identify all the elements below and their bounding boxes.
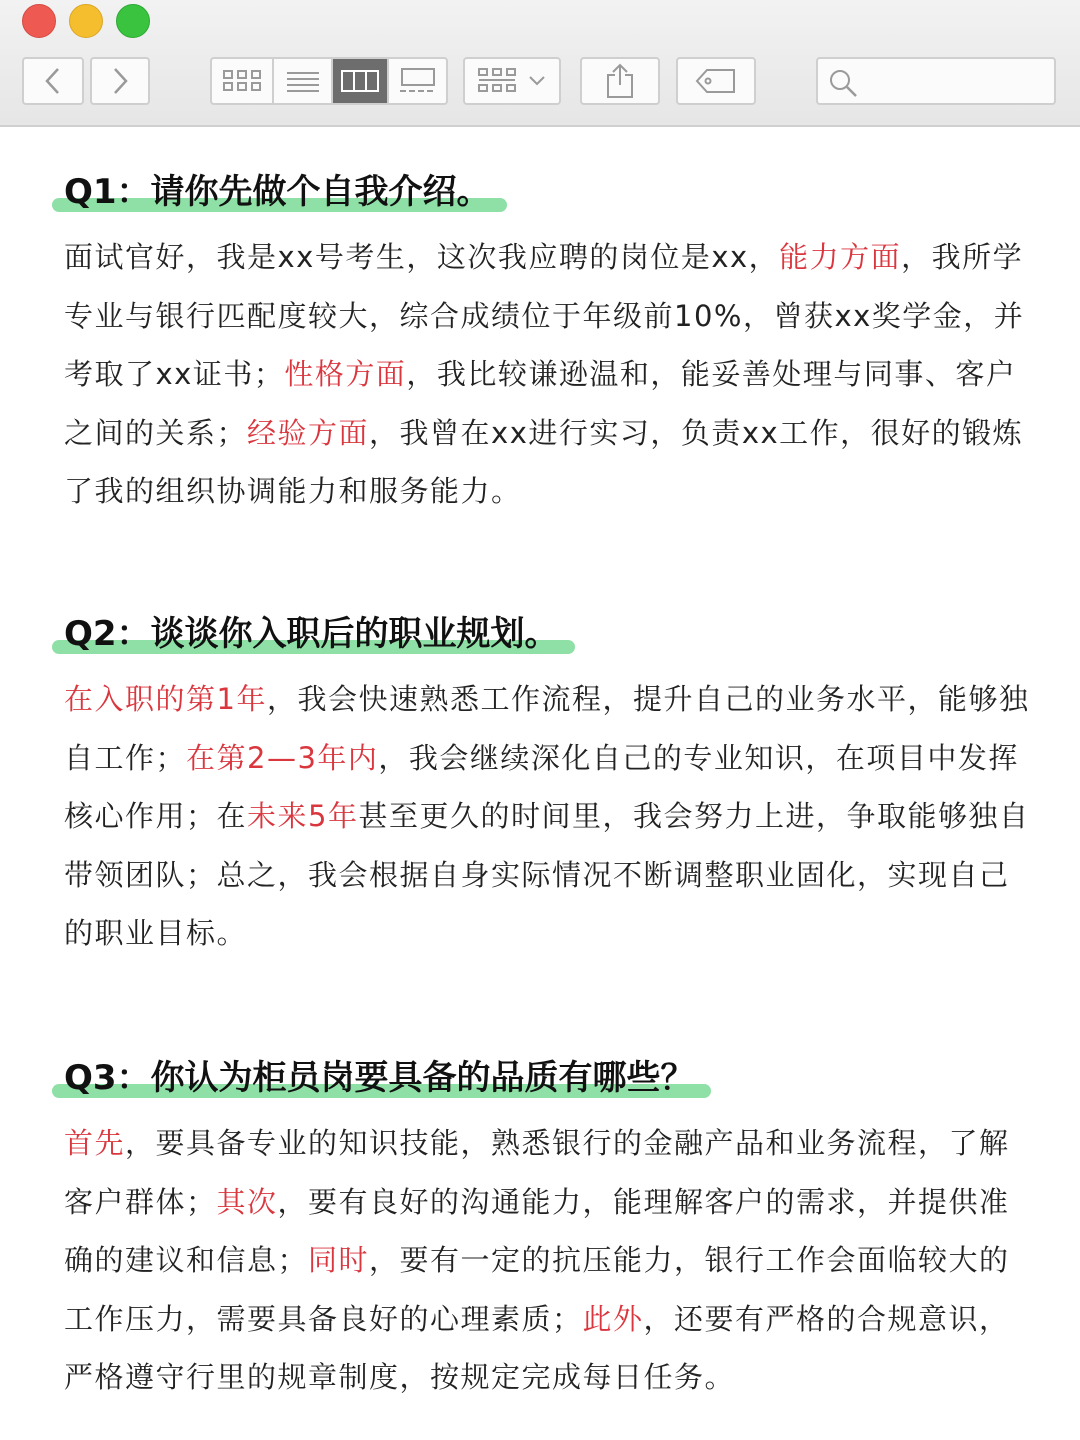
body-text: 面试官好，我是xx号考生，这次我应聘的岗位是xx， [64, 240, 780, 274]
tag-icon [695, 68, 737, 94]
list-view-icon [286, 69, 320, 93]
answer-paragraph [64, 1114, 1034, 1407]
question-title: Q1：请你先做个自我介绍。 [64, 170, 501, 214]
gallery-view-icon [398, 68, 438, 94]
tag-button[interactable] [676, 57, 756, 105]
body-text: ，我比较谦逊温和，能妥善处理与同事、客户之间的关系； [64, 357, 1017, 450]
view-mode-segmented-control [210, 57, 448, 105]
share-button[interactable] [580, 57, 660, 105]
chevron-down-icon [528, 75, 546, 87]
question-section-3 [64, 1056, 1034, 1407]
body-text: ，要有一定的抗压能力，银行工作会面临较大的工作压力，需要具备良好的心理素质； [64, 1243, 1010, 1336]
forward-icon [110, 66, 130, 96]
icon-view-icon [222, 69, 262, 93]
question-title: Q2：谈谈你入职后的职业规划。 [64, 612, 569, 656]
body-text: ，要有良好的沟通能力，能理解客户的需求，并提供准确的建议和信息； [64, 1184, 1010, 1277]
emphasis-text: 经验方面 [247, 415, 370, 450]
minimize-window-button[interactable] [69, 4, 103, 38]
body-text: ，还要有严格的合规意识，严格遵守行里的规章制度，按规定完成每日任务。 [64, 1301, 1010, 1394]
emphasis-text: 能力方面 [779, 240, 902, 274]
share-icon [605, 63, 635, 99]
question-title: Q3：你认为柜员岗要具备的品质有哪些？ [64, 1056, 705, 1100]
back-button[interactable] [22, 57, 84, 105]
question-section-2 [64, 612, 1034, 963]
emphasis-text: 首先 [64, 1126, 126, 1160]
column-view-icon [341, 70, 379, 92]
gallery-view-button[interactable] [389, 59, 446, 103]
answer-paragraph [64, 228, 1034, 521]
emphasis-text: 未来5年 [247, 799, 359, 833]
search-field[interactable] [816, 57, 1056, 105]
icon-view-button[interactable] [212, 59, 274, 103]
body-text: ，我所学专业与银行匹配度较大，综合成绩位于年级前10%，曾获xx奖学金，并考取了xx证书； [64, 240, 1025, 391]
zoom-window-button[interactable] [116, 4, 150, 38]
column-view-button[interactable] [333, 59, 390, 103]
search-icon [828, 68, 858, 98]
emphasis-text: 性格方面 [284, 357, 407, 391]
emphasis-text: 在入职的第1年 [64, 682, 267, 716]
group-icon [478, 68, 518, 94]
body-text: ，我曾在xx进行实习，负责xx工作，很好的锻炼了我的组织协调能力和服务能力。 [64, 415, 1024, 508]
emphasis-text: 在第2—3年内 [186, 740, 379, 775]
emphasis-text: 其次 [216, 1184, 278, 1219]
question-section-1 [64, 170, 1034, 521]
back-icon [43, 66, 63, 96]
emphasis-text: 此外 [582, 1301, 644, 1336]
answer-paragraph [64, 670, 1034, 963]
emphasis-text: 同时 [308, 1243, 370, 1277]
window-toolbar [0, 0, 1080, 127]
body-text: ，我会继续深化自己的专业知识，在项目中发挥核心作用；在 [64, 740, 1019, 833]
group-by-dropdown[interactable] [463, 57, 561, 105]
body-text: 甚至更久的时间里，我会努力上进，争取能够独自带领团队；总之，我会根据自身实际情况不断调整职业固化，实现自己的职业目标。 [64, 799, 1030, 950]
close-window-button[interactable] [22, 4, 56, 38]
body-text: ，我会快速熟悉工作流程，提升自己的业务水平，能够独自工作； [64, 682, 1030, 775]
forward-button[interactable] [90, 57, 150, 105]
list-view-button[interactable] [274, 59, 333, 103]
search-input[interactable] [866, 65, 1050, 99]
body-text: ，要具备专业的知识技能，熟悉银行的金融产品和业务流程，了解客户群体； [64, 1126, 1010, 1219]
